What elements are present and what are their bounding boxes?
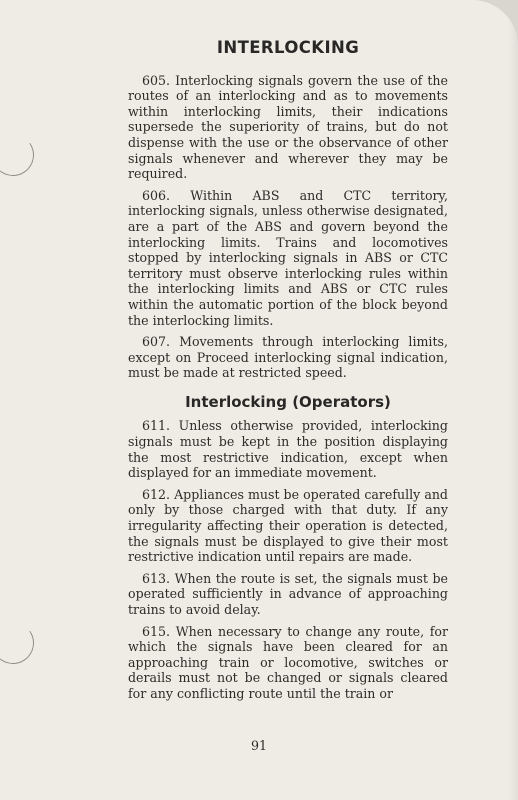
page-edge-shadow [508,0,518,800]
page-content [128,40,448,708]
rule-text: Unless otherwise provided, interlocking signals must be kept in the position displaying the most restrictive indication, except when displayed for an immediate movement. [128,418,448,481]
rule-612 [128,487,448,565]
binder-hole-mark-lower [0,619,37,668]
rule-text: When the route is set, the signals must be operated sufficiently in advance of approaching trains to avoid delay. [128,570,448,617]
rule-number: 612. [142,486,171,502]
rule-number: 613. [142,570,171,586]
rule-number: 611. [142,418,171,434]
rule-text: Interlocking signals govern the use of the routes of an interlocking and as to movements within interlocking limits, their indications supersede the superiority of trains, but do not dispense with the use or the observance of other signals whenever and wherever they may be required. [128,72,448,182]
rule-611 [128,418,448,480]
rule-607 [128,334,448,381]
rule-605 [128,73,448,182]
rule-number: 607. [142,334,171,350]
rule-615 [128,624,448,702]
rule-text: Within ABS and CTC territory, interlocking signals, unless otherwise designated, are a part of the ABS and govern beyond the interlocking limits. Trains and locomotives stopped by interlocking signals in ABS or CTC territory must observe interlocking rules within the interlocking limits and ABS or CTC rules within the automatic portion of the block beyond the interlocking limits. [128,187,449,328]
subsection-title: Interlocking (Operators) [185,392,391,411]
rule-number: 605. [142,72,171,88]
rule-text: When necessary to change any route, for which the signals have been cleared for an approaching train or locomotive, switches or derails must not be changed or signals cleared for any conflicting route until the train or [128,623,448,701]
rule-text: Movements through interlocking limits, except on Proceed interlocking signal indication, must be made at restricted speed. [128,334,448,381]
rule-text: Appliances must be operated carefully and only by those charged with that duty. If any irregularity affecting their operation is detected, the signals must be displayed to give their most restrictive indication until repairs are made. [128,486,448,565]
binder-hole-mark-upper [0,131,37,180]
rule-number: 606. [142,187,171,203]
rule-606 [128,188,448,328]
section-title: INTERLOCKING [216,38,360,57]
rule-613 [128,571,448,618]
rule-number: 615. [142,623,171,639]
page-number: 91 [250,738,268,753]
